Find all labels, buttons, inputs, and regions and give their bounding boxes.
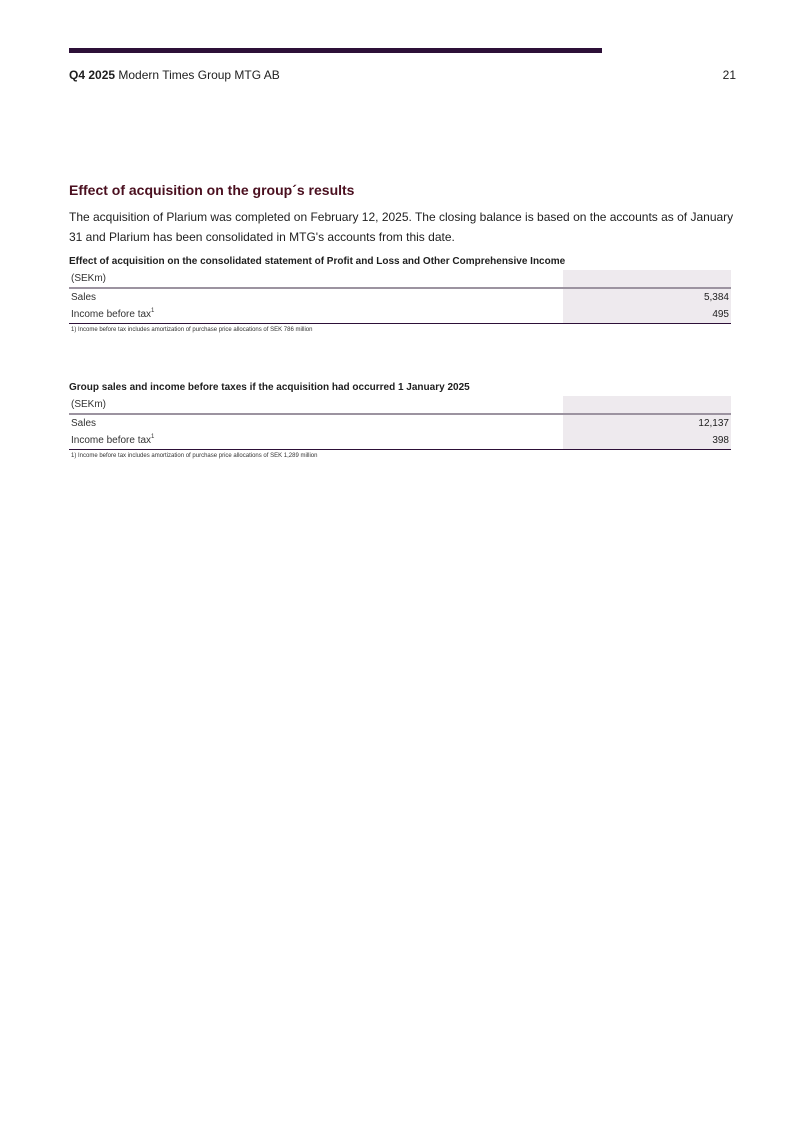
table-footnote: 1) Income before tax includes amortization of purchase price allocations of SEK 1,289 million <box>71 453 318 459</box>
table-footnote: 1) Income before tax includes amortization of purchase price allocations of SEK 786 million <box>71 327 313 333</box>
header-quarter: Q4 2025 <box>69 68 116 82</box>
table-title: Effect of acquisition on the consolidated statement of Profit and Loss and Other Comprehensive Income <box>69 256 566 267</box>
proforma-table <box>69 382 731 459</box>
table-row: Income before tax$^1$ 398 <box>69 432 731 450</box>
table-row: Sales 12,137 <box>69 415 731 432</box>
table-unit-row: (SEKm) <box>69 396 731 415</box>
header-bar <box>69 48 602 53</box>
table-title: Group sales and income before taxes if the acquisition had occurred 1 January 2025 <box>69 382 470 393</box>
header-company: Modern Times Group MTG AB <box>118 68 280 82</box>
table-unit-row: (SEKm) <box>69 270 731 289</box>
page-number: 21 <box>722 68 736 82</box>
section-title: Effect of acquisition on the group´s results <box>69 182 355 198</box>
page-header <box>69 68 736 82</box>
acquisition-effect-table <box>69 256 731 333</box>
table-row: Income before tax$^1$ 495 <box>69 306 731 324</box>
table-row: Sales 5,384 <box>69 289 731 306</box>
section-paragraph: The acquisition of Plarium was completed on February 12, 2025. The closing balance is based on the accounts as of January 31 and Plarium has been consolidated in MTG's accounts from this date. <box>69 210 734 244</box>
